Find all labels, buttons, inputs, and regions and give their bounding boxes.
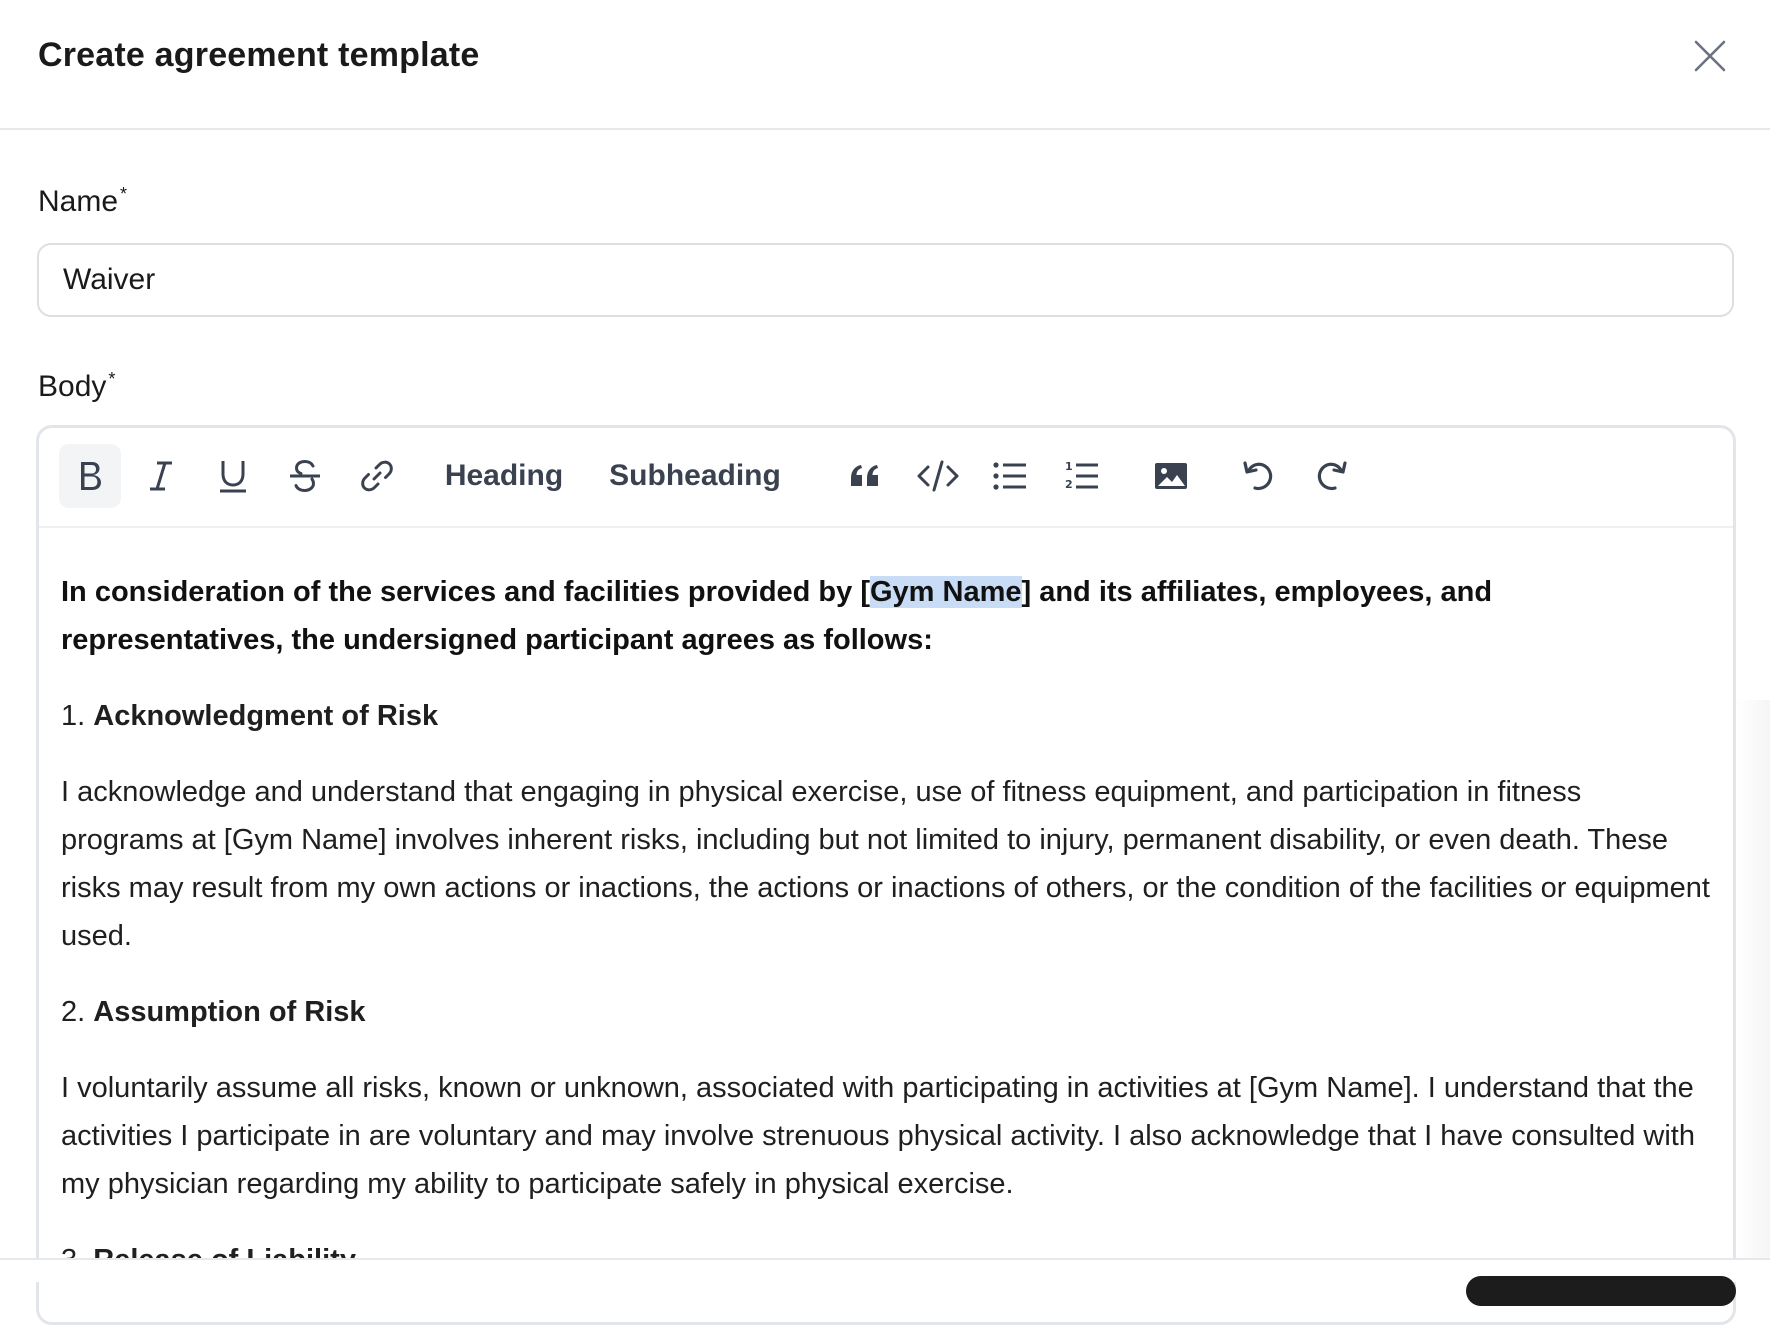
footer-button[interactable] — [1466, 1276, 1736, 1306]
underline-button[interactable] — [203, 444, 263, 508]
body-label: Body * — [38, 369, 116, 403]
section-heading: 1. Acknowledgment of Risk — [61, 700, 439, 732]
section-paragraph: I acknowledge and understand that engaging in physical exercise, use of fitness equipment, and participation in fitness programs at [Gym Name] involves inherent risks, including but not limited to injury, permanent disability, or even death. These risks may result from my own actions or inactions, the actions or inactions of others, or the condition of the facilities or equipment used. — [61, 776, 1710, 952]
undo-button[interactable] — [1227, 444, 1289, 508]
strikethrough-button[interactable] — [275, 444, 335, 508]
subheading-label: Subheading — [609, 459, 781, 492]
text-selection-highlight: Gym Name — [869, 576, 1022, 608]
redo-button[interactable] — [1301, 444, 1363, 508]
close-button[interactable] — [1692, 38, 1728, 74]
heading-label: Heading — [444, 459, 564, 492]
image-button[interactable] — [1139, 444, 1203, 508]
redo-icon — [1314, 458, 1350, 494]
link-button[interactable] — [345, 444, 409, 508]
quote-icon — [848, 462, 882, 490]
bold-icon — [75, 459, 105, 493]
name-label: Name * — [38, 184, 128, 218]
heading-button[interactable] — [439, 444, 569, 508]
italic-button[interactable] — [131, 444, 191, 508]
modal-header — [0, 0, 1770, 130]
code-icon — [916, 459, 960, 493]
link-icon — [357, 456, 397, 496]
panel-shadow — [1735, 700, 1770, 1282]
intro-paragraph: In consideration of the services and facilities provided by [Gym Name] and its affiliates, employees, and representatives, the undersigned participant agrees as follows: — [61, 576, 1493, 656]
close-icon — [1692, 38, 1728, 74]
section-heading: 2. Assumption of Risk — [61, 996, 366, 1028]
required-mark: * — [120, 184, 128, 204]
italic-icon — [146, 459, 176, 493]
underline-icon — [217, 458, 249, 494]
strikethrough-icon — [288, 458, 322, 494]
editor-content[interactable] — [61, 568, 1711, 1284]
bullet-list-icon — [992, 460, 1028, 492]
ordered-list-button[interactable] — [1051, 444, 1113, 508]
bullet-list-button[interactable] — [979, 444, 1041, 508]
modal-title: Create agreement template — [38, 36, 480, 74]
subheading-button[interactable] — [603, 444, 787, 508]
svg-text:2: 2 — [1065, 478, 1073, 491]
body-editor[interactable] — [36, 425, 1736, 1325]
ordered-list-icon — [1064, 459, 1100, 493]
bold-button[interactable] — [59, 444, 121, 508]
editor-toolbar — [39, 428, 1733, 528]
section-paragraph: I voluntarily assume all risks, known or unknown, associated with participating in activities at [Gym Name]. I understand that the activities I participate in are voluntary and may involve strenuous physical activity. I also acknowledge that I have consulted with my physician regarding my ability to participate safely in physical exercise. — [61, 1072, 1695, 1200]
blockquote-button[interactable] — [835, 444, 895, 508]
svg-text:1: 1 — [1065, 460, 1073, 473]
undo-icon — [1240, 458, 1276, 494]
name-input[interactable] — [37, 243, 1734, 317]
code-button[interactable] — [905, 444, 971, 508]
required-mark: * — [108, 369, 116, 389]
image-icon — [1153, 460, 1189, 492]
